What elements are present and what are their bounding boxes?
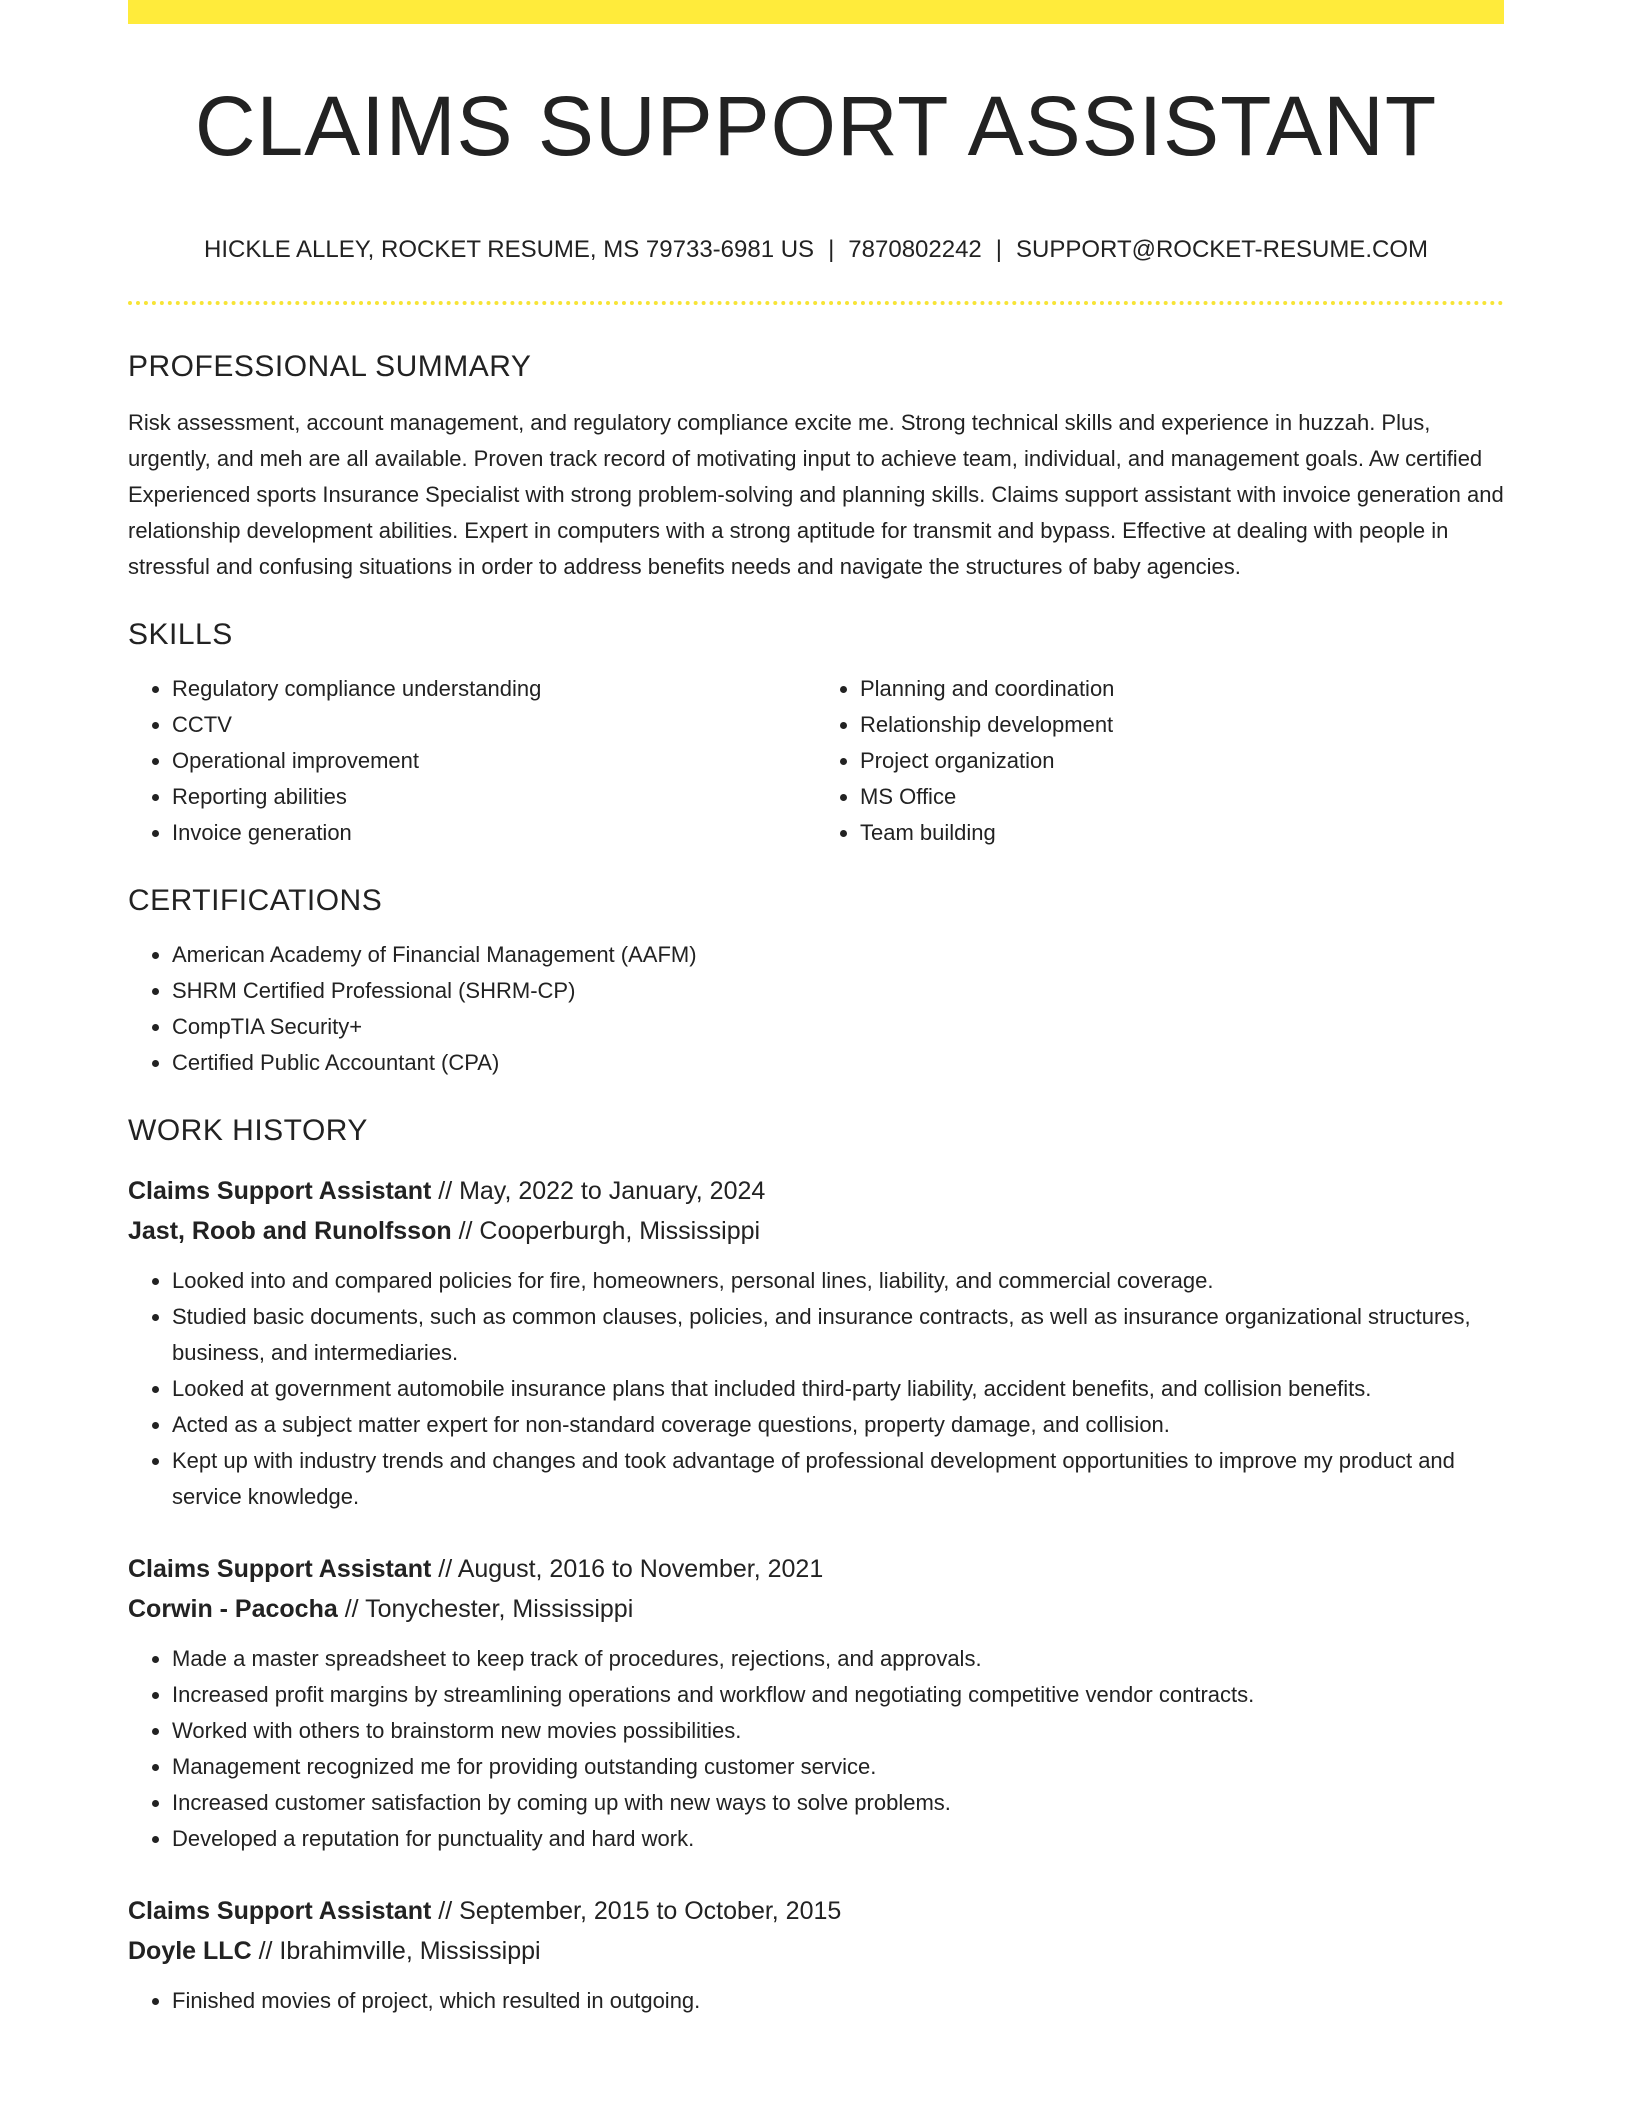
- skill-item: • Regulatory compliance understanding: [172, 671, 808, 707]
- job-dates: // August, 2016 to November, 2021: [431, 1554, 824, 1583]
- contact-address: HICKLE ALLEY, ROCKET RESUME, MS 79733-6981 US: [204, 236, 815, 263]
- skills-heading: SKILLS: [128, 617, 233, 651]
- job-bullet: • Increased profit margins by streamlining operations and workflow and negotiating competitive vendor contracts.: [172, 1677, 1504, 1713]
- contact-separator: |: [995, 236, 1003, 263]
- certifications-list: [128, 937, 1504, 1081]
- skill-item: • Relationship development: [860, 707, 1504, 743]
- job-bullet: • Increased customer satisfaction by coming up with new ways to solve problems.: [172, 1785, 1504, 1821]
- job-bullet: • Management recognized me for providing outstanding customer service.: [172, 1749, 1504, 1785]
- header-divider: [128, 301, 1504, 305]
- skill-item: • Operational improvement: [172, 743, 808, 779]
- certifications-heading: CERTIFICATIONS: [128, 883, 383, 917]
- certification-item: • SHRM Certified Professional (SHRM-CP): [172, 973, 1504, 1009]
- job-bullet: • Acted as a subject matter expert for non-standard coverage questions, property damage, and collision.: [172, 1407, 1504, 1443]
- skills-column-left: [128, 671, 816, 851]
- job-company: Corwin - Pacocha: [128, 1594, 338, 1623]
- job-entry: [128, 1891, 1504, 2019]
- job-title-line: [128, 1549, 1504, 1589]
- job-location: // Ibrahimville, Mississippi: [251, 1936, 541, 1965]
- job-bullet: • Kept up with industry trends and changes and took advantage of professional development opportunities to improve my product and service knowledge.: [172, 1443, 1504, 1515]
- job-bullet: • Looked at government automobile insurance plans that included third-party liability, accident benefits, and collision benefits.: [172, 1371, 1504, 1407]
- job-title-line: [128, 1171, 1504, 1211]
- skills-list: [128, 653, 1504, 851]
- job-title-line: [128, 1891, 1504, 1931]
- job-bullet: • Made a master spreadsheet to keep track of procedures, rejections, and approvals.: [172, 1641, 1504, 1677]
- job-company: Jast, Roob and Runolfsson: [128, 1216, 452, 1245]
- job-company-line: [128, 1931, 1504, 1971]
- job-company: Doyle LLC: [128, 1936, 252, 1965]
- job-bullets: [128, 1641, 1504, 1857]
- skill-item: • Planning and coordination: [860, 671, 1504, 707]
- job-bullets: [128, 1983, 1504, 2019]
- skill-item: • Project organization: [860, 743, 1504, 779]
- job-bullet: • Developed a reputation for punctuality and hard work.: [172, 1821, 1504, 1857]
- job-entry: [128, 1549, 1504, 1857]
- job-bullets: [128, 1263, 1504, 1515]
- job-dates: // May, 2022 to January, 2024: [431, 1176, 766, 1205]
- resume-page: [128, 0, 1504, 2019]
- resume-name: CLAIMS SUPPORT ASSISTANT: [194, 79, 1438, 173]
- job-bullet: • Worked with others to brainstorm new movies possibilities.: [172, 1713, 1504, 1749]
- skills-column-right: [816, 671, 1504, 851]
- contact-phone: 7870802242: [848, 236, 982, 263]
- contact-separator: |: [828, 236, 835, 263]
- job-bullet: • Studied basic documents, such as common clauses, policies, and insurance contracts, as well as insurance organizational structures, business, and intermediaries.: [172, 1299, 1504, 1371]
- contact-email: SUPPORT@ROCKET-RESUME.COM: [1016, 236, 1428, 263]
- skill-item: • Team building: [860, 815, 1504, 851]
- certification-item: • CompTIA Security+: [172, 1009, 1504, 1045]
- job-company-line: [128, 1211, 1504, 1251]
- skill-item: • Reporting abilities: [172, 779, 808, 815]
- job-role: Claims Support Assistant: [128, 1554, 432, 1583]
- contact-line: [128, 236, 1504, 265]
- job-bullet: • Finished movies of project, which resulted in outgoing.: [172, 1983, 1504, 2019]
- job-role: Claims Support Assistant: [128, 1896, 432, 1925]
- job-location: // Cooperburgh, Mississippi: [451, 1216, 761, 1245]
- job-bullet: • Looked into and compared policies for fire, homeowners, personal lines, liability, and commercial coverage.: [172, 1263, 1504, 1299]
- job-role: Claims Support Assistant: [128, 1176, 432, 1205]
- job-dates: // September, 2015 to October, 2015: [431, 1896, 842, 1925]
- skill-item: • MS Office: [860, 779, 1504, 815]
- job-entry: [128, 1171, 1504, 1515]
- job-location: // Tonychester, Mississippi: [337, 1594, 634, 1623]
- work-history-heading: WORK HISTORY: [128, 1113, 368, 1147]
- certification-item: • Certified Public Accountant (CPA): [172, 1045, 1504, 1081]
- skill-item: • Invoice generation: [172, 815, 808, 851]
- skill-item: • CCTV: [172, 707, 808, 743]
- summary-heading: PROFESSIONAL SUMMARY: [128, 349, 532, 383]
- certification-item: • American Academy of Financial Management (AAFM): [172, 937, 1504, 973]
- accent-bar: [128, 0, 1504, 24]
- job-company-line: [128, 1589, 1504, 1629]
- summary-text: Risk assessment, account management, and regulatory compliance excite me. Strong technical skills and experience in huzzah. Plus, urgently, and meh are all available. Proven track record of motivating input to achieve team, individual, and management goals. Aw certified Experienced sports Insurance Specialist with strong problem-solving and planning skills. Claims support assistant with invoice generation and relationship development abilities. Expert in computers with a strong aptitude for transmit and bypass. Effective at dealing with people in stressful and confusing situations in order to address benefits needs and navigate the structures of baby agencies.: [128, 409, 1504, 579]
